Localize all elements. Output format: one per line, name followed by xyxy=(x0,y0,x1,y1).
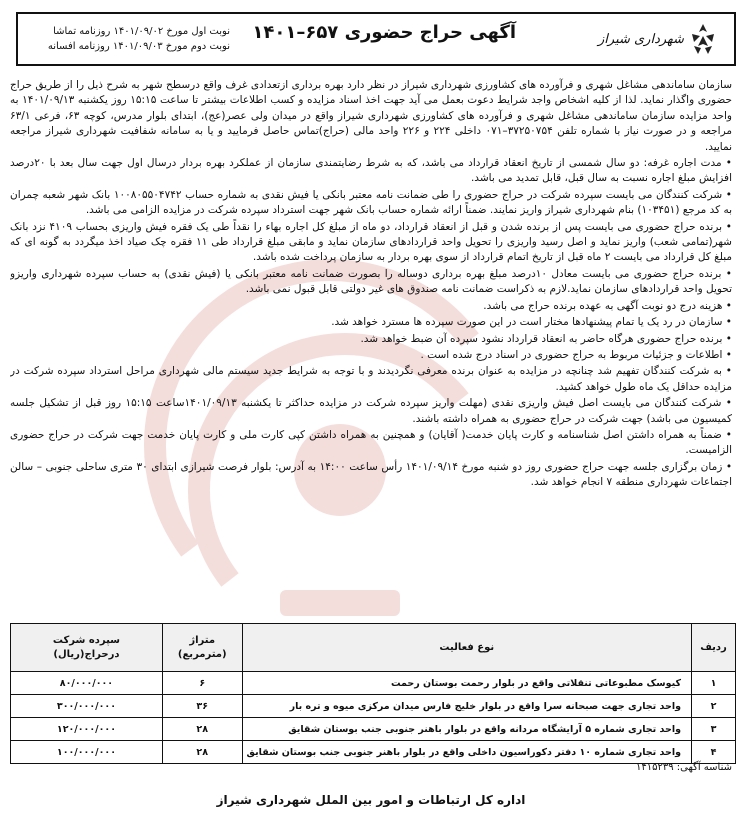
municipality-emblem-icon xyxy=(688,22,718,56)
ad-id: شناسه آگهی: ۱۴۱۵۲۳۹ xyxy=(635,762,732,773)
table-row xyxy=(11,672,736,695)
ad-title: آگهی حراج حضوری ۶۵۷–۱۴۰۱ xyxy=(252,22,516,43)
condition-item: • شرکت کنندگان می بایست سپرده شرکت در حراج حضوری را طی ضمانت نامه معتبر بانکی یا فیش نقدی به شماره حساب ۱۰۰۸۰۵۵۰۴۷۴۲ بانک شهر شعبه چمران به کد مرجع (۱۰۳۴۵۱) بنام شهرداری شیراز واریز نمایند. ضمناً ارائه شماره حساب بانک شهر جهت استرداد سپرده شرکت در مزایده الزامی می باشد. xyxy=(10,188,732,219)
intro-paragraph: سازمان ساماندهی مشاغل شهری و فرآورده های کشاورزی شهرداری شیراز در نظر دارد بهره برداری ازتعدادی غرف واقع درسطح شهر به شرح ذیل را از طریق حراج حضوری واگذار نماید. لذا از کلیه اشخاص واجد شرایط دعوت بعمل می آید جهت اخذ اسناد مزایده و کسب اطلاعات بیشتر تا ساعت ۱۵:۱۵ روز یکشنبه ۱۴۰۱/۰۹/۱۳ به واحد مزایده سازمان ساماندهی مشاغل شهری و فرآورده های کشاورزی شهرداری شیراز واقع در میدان ولی عصر(عج)، ابتدای بلوار مدرس، کوچه ۶۳، فرعی ۶۳/۱ مراجعه و در صورت نیاز با شماره تلفن ۳۷۲۵۰۷۵۴–۰۷۱ داخلی ۲۲۴ و ۲۲۶ واحد مالی (حراج)تماس حاصل فرمایید و یا به سامانه شفافیت شهرداری شیراز مراجعه نمایید. xyxy=(10,79,732,153)
cell-area: ۳۶ xyxy=(162,695,242,718)
condition-item: • مدت اجاره غرفه: دو سال شمسی از تاریخ انعقاد قرارداد می باشد، که به شرط رضایتمندی سازمان از عملکرد بهره بردار درسال اول جهت سال بعد با ۲۰درصد افزایش مبلغ اجاره نسبت به سال قبل، قابل تمدید می باشد. xyxy=(10,156,732,187)
table-row xyxy=(11,741,736,764)
cell-deposit: ۱۰۰/۰۰۰/۰۰۰ xyxy=(11,741,163,764)
condition-item: • زمان برگزاری جلسه جهت حراج حضوری روز دو شنبه مورخ ۱۴۰۱/۰۹/۱۴ رأس ساعت ۱۴:۰۰ به آدرس: بلوار فرصت شیرازی ابتدای ۳۰ متری ساحلی جنوبی – سالن اجتماعات شهرداری منطقه ۷ انجام خواهد شد. xyxy=(10,460,732,491)
publish-first: نوبت اول مورخ ۱۴۰۱/۰۹/۰۲ روزنامه تماشا xyxy=(53,26,230,37)
cell-activity: واحد تجاری شماره ۱۰ دفتر دکوراسیون داخلی واقع در بلوار باهنر جنوبی جنب بوستان شقایق xyxy=(242,741,691,764)
condition-item: • سازمان در رد یک یا تمام پیشنهادها مختار است در این صورت سپرده ها مسترد خواهد شد. xyxy=(10,315,732,330)
header-row-number: ردیف xyxy=(691,624,735,672)
ad-header xyxy=(6,8,736,68)
cell-deposit: ۳۰۰/۰۰۰/۰۰۰ xyxy=(11,695,163,718)
header-area: متراژ (مترمربع) xyxy=(162,624,242,672)
cell-area: ۲۸ xyxy=(162,718,242,741)
condition-item: • به شرکت کنندگان تفهیم شد چنانچه در مزایده به عنوان برنده معرفی نگردیدند و با توجه به شرایط جدید سیستم مالی شهرداری مراحل استرداد سپرده شرکت در مزایده حداقل یک ماه طول خواهد کشید. xyxy=(10,364,732,395)
condition-item: • برنده حراج حضوری می بایست پس از برنده شدن و قبل از انعقاد قرارداد، دو ماه از مبلغ کل اجاره بهاء را نقداً طی یک فقره فیش واریزی بحساب ۴۱۰۹ نزد بانک شهر(تمامی شعب) واریز نماید و اصل رسید واریزی را تحویل واحد قراردادهای سازمان نماید و مابقی مبلغ قرارداد طی ۱۱ فقره چک صیاد اخذ میگردد به گونه ای که مبلغ کل قرارداد می بایست ۲ ماه قبل از تاریخ اتمام قرارداد از سوی بهره بردار به سازمان پرداخت شده باشد. xyxy=(10,220,732,266)
cell-row-number: ۳ xyxy=(691,718,735,741)
condition-item: • هزینه درج دو نوبت آگهی به عهده برنده حراج می باشد. xyxy=(10,299,732,314)
condition-item: • شرکت کنندگان می بایست اصل فیش واریزی نقدی (مهلت واریز سپرده شرکت در مزایده حداکثر تا یکشنبه ۱۴۰۱/۰۹/۱۳ساعت ۱۵:۱۵ روز قبل از تشکیل جلسه کمیسیون می باشد) جهت شرکت در حراج حضوری به همراه داشته باشند. xyxy=(10,396,732,427)
publish-second: نوبت دوم مورخ ۱۴۰۱/۰۹/۰۳ روزنامه افسانه xyxy=(47,41,230,52)
condition-item: • برنده حراج حضوری هرگاه حاضر به انعقاد قرارداد نشود سپرده آن ضبط خواهد شد. xyxy=(10,332,732,347)
department-signature: اداره کل ارتباطات و امور بین الملل شهرداری شیراز xyxy=(216,793,526,807)
shiraz-municipality-logo xyxy=(598,18,726,60)
cell-deposit: ۱۲۰/۰۰۰/۰۰۰ xyxy=(11,718,163,741)
cell-row-number: ۲ xyxy=(691,695,735,718)
table-header-row xyxy=(11,624,736,672)
cell-activity: واحد تجاری شماره ۵ آرایشگاه مردانه واقع در بلوار باهنر جنوبی جنب بوستان شقایق xyxy=(242,718,691,741)
table-row xyxy=(11,718,736,741)
cell-area: ۲۸ xyxy=(162,741,242,764)
condition-item: • ضمناً به همراه داشتن اصل شناسنامه و کارت پایان خدمت( آقایان) و همچنین به همراه داشتن کپی کارت ملی و کارت پایان خدمت جهت شرکت در حراج حضوری الزامیست. xyxy=(10,428,732,459)
cell-activity: واحد تجاری جهت صبحانه سرا واقع در بلوار خلیج فارس میدان مرکزی میوه و تره بار xyxy=(242,695,691,718)
header-activity: نوع فعالیت xyxy=(242,624,691,672)
condition-item: • اطلاعات و جزئیات مربوط به حراج حضوری در اسناد درج شده است . xyxy=(10,348,732,363)
cell-activity: کیوسک مطبوعاتی تنقلاتی واقع در بلوار رحمت بوستان رحمت xyxy=(242,672,691,695)
ad-body xyxy=(10,78,732,618)
table-row xyxy=(11,695,736,718)
publication-dates xyxy=(20,24,230,54)
cell-deposit: ۸۰/۰۰۰/۰۰۰ xyxy=(11,672,163,695)
condition-item: • برنده حراج حضوری می بایست معادل ۱۰درصد مبلغ بهره برداری دوساله را بصورت ضمانت نامه معتبر بانکی یا (فیش نقدی) به حساب سپرده شهرداری واریزو تحویل واحد قراردادهای سازمان نماید.لازم به ذکراست ضمانت نامه صندوق های غیر دولتی قابل قبول نمی باشد. xyxy=(10,267,732,298)
logo-text: شهرداری شیراز xyxy=(598,31,684,47)
cell-area: ۶ xyxy=(162,672,242,695)
cell-row-number: ۴ xyxy=(691,741,735,764)
cell-row-number: ۱ xyxy=(691,672,735,695)
header-deposit: سپرده شرکت درحراج(ریال) xyxy=(11,624,163,672)
auction-items-table xyxy=(10,623,736,764)
